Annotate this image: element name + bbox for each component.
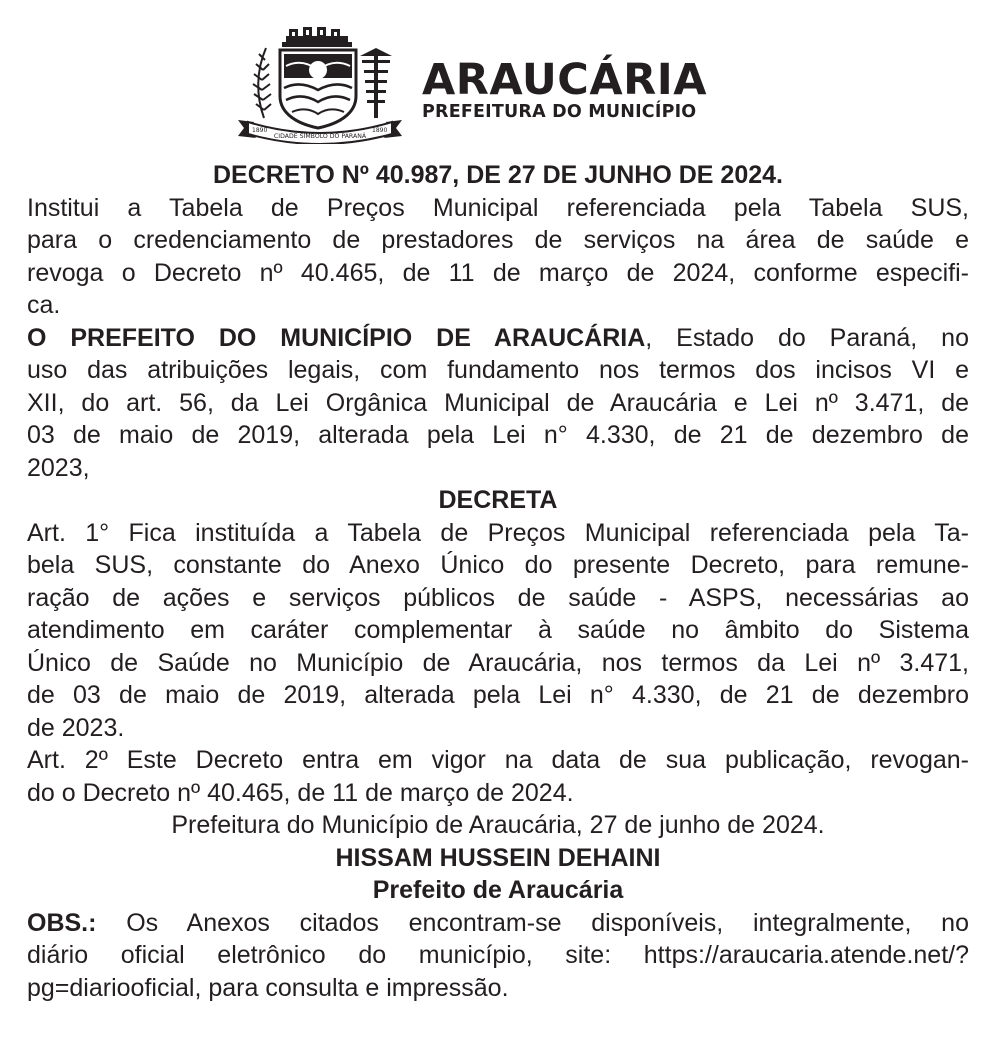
decree-preamble [27,322,969,485]
obs-label: OBS.: [27,908,97,937]
summary-line: Institui a Tabela de Preços Municipal referenciada pela Tabela SUS, [27,193,969,222]
signatory-name: HISSAM HUSSEIN DEHAINI [335,843,661,872]
brand [422,55,707,122]
article-1 [27,517,969,745]
article-line: ração de ações e serviços públicos de saúde - ASPS, necessárias ao [27,583,969,612]
municipal-crest-logo [234,26,406,144]
obs-line: OBS.: Os Anexos citados encontram-se disponíveis, integralmente, no [27,908,969,937]
header [0,22,996,150]
decreta-heading: DECRETA [438,486,558,514]
preamble-line: XII, do art. 56, da Lei Orgânica Municipal de Araucária e Lei nº 3.471, de [27,388,969,417]
article-line: Art. 1° Fica instituída a Tabela de Preços Municipal referenciada pela Ta- [27,518,969,547]
preamble-line: 03 de maio de 2019, alterada pela Lei n° 4.330, de 21 de dezembro de [27,421,969,449]
crest-ribbon-text: CIDADE SÍMBOLO DO PARANÁ [273,133,367,140]
obs-line: pg=diariooficial, para consulta e impressão. [27,973,509,1002]
preamble-line: 2023, [27,453,90,482]
article-line: bela SUS, constante do Anexo Único do presente Decreto, para remune- [27,551,969,579]
article-line: atendimento em caráter complementar à saúde no âmbito do Sistema [27,616,969,644]
article-line: do o Decreto nº 40.465, de 11 de março de 2024. [27,778,574,807]
summary-line: ca. [27,291,61,319]
preamble-bold-lead: O PREFEITO DO MUNICÍPIO DE ARAUCÁRIA [27,323,646,352]
preamble-line: uso das atribuições legais, com fundamento nos termos dos incisos VI e [27,356,969,384]
brand-name: ARAUCÁRIA [422,55,707,105]
decree-title: DECRETO Nº 40.987, DE 27 DE JUNHO DE 2024. [212,161,783,189]
obs-note [27,907,969,1005]
preamble-line: O PREFEITO DO MUNICÍPIO DE ARAUCÁRIA, Estado do Paraná, no [27,323,969,352]
place-date: Prefeitura do Município de Araucária, 27 de junho de 2024. [171,811,825,839]
crest-ribbon-left-year: 1890 [252,127,268,134]
summary-line: revoga o Decreto nº 40.465, de 11 de março de 2024, conforme especifi- [27,258,969,287]
article-2 [27,744,969,809]
article-line: Único de Saúde no Município de Araucária, nos termos da Lei nº 3.471, [27,648,969,677]
brand-subtitle: PREFEITURA DO MUNICÍPIO [422,102,697,122]
summary-line: para o credenciamento de prestadores de serviços na área de saúde e [27,226,969,254]
decree-body [27,159,969,1004]
decree-summary [27,192,969,322]
obs-line: diário oficial eletrônico do município, site: https://araucaria.atende.net/? [27,941,969,969]
article-line: Art. 2º Este Decreto entra em vigor na data de sua publicação, revogan- [27,746,969,774]
signatory-title: Prefeito de Araucária [372,876,624,904]
crest-ribbon-right-year: 1890 [372,127,388,134]
article-line: de 03 de maio de 2019, alterada pela Lei n° 4.330, de 21 de dezembro [27,681,969,709]
article-line: de 2023. [27,713,125,742]
